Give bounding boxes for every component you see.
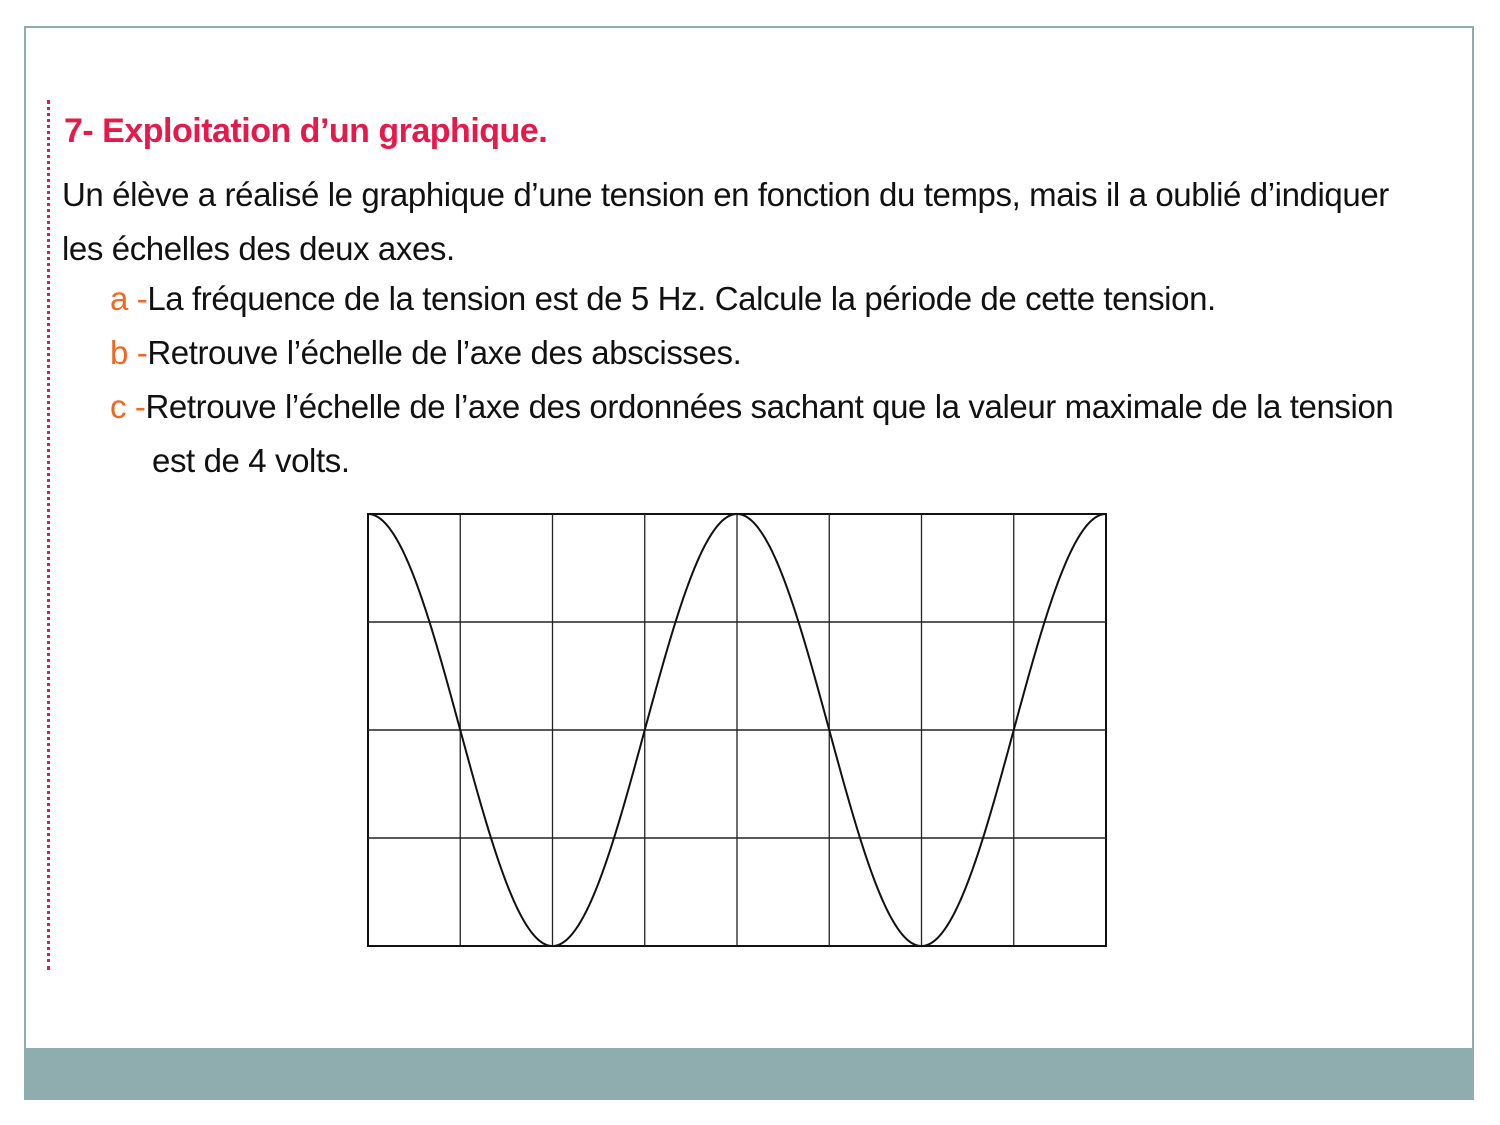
question-b-text: Retrouve l’échelle de l’axe des abscisses. xyxy=(147,334,742,371)
question-c-text: Retrouve l’échelle de l’axe des ordonnées sachant que la valeur maximale de la tension xyxy=(145,388,1394,425)
question-b-letter: b - xyxy=(110,334,148,371)
tension-graph xyxy=(360,508,1116,954)
question-a xyxy=(110,272,1216,326)
question-b xyxy=(110,326,741,380)
graph-grid xyxy=(368,514,1106,946)
exercise-statement: Un élève a réalisé le graphique d’une tension en fonction du temps, mais il a oublié d’indiquer les échelles des deux axes. xyxy=(62,176,1389,267)
question-a-text: La fréquence de la tension est de 5 Hz. Calcule la période de cette tension. xyxy=(147,280,1216,317)
margin-dotted-rule xyxy=(47,100,50,970)
question-c-letter: c - xyxy=(110,388,146,425)
question-c xyxy=(110,380,1393,434)
question-a-letter: a - xyxy=(110,280,148,317)
question-c-continuation: est de 4 volts. xyxy=(152,442,350,479)
footer-bar xyxy=(24,1048,1474,1100)
exercise-title: 7- Exploitation d’un graphique. xyxy=(64,112,548,150)
